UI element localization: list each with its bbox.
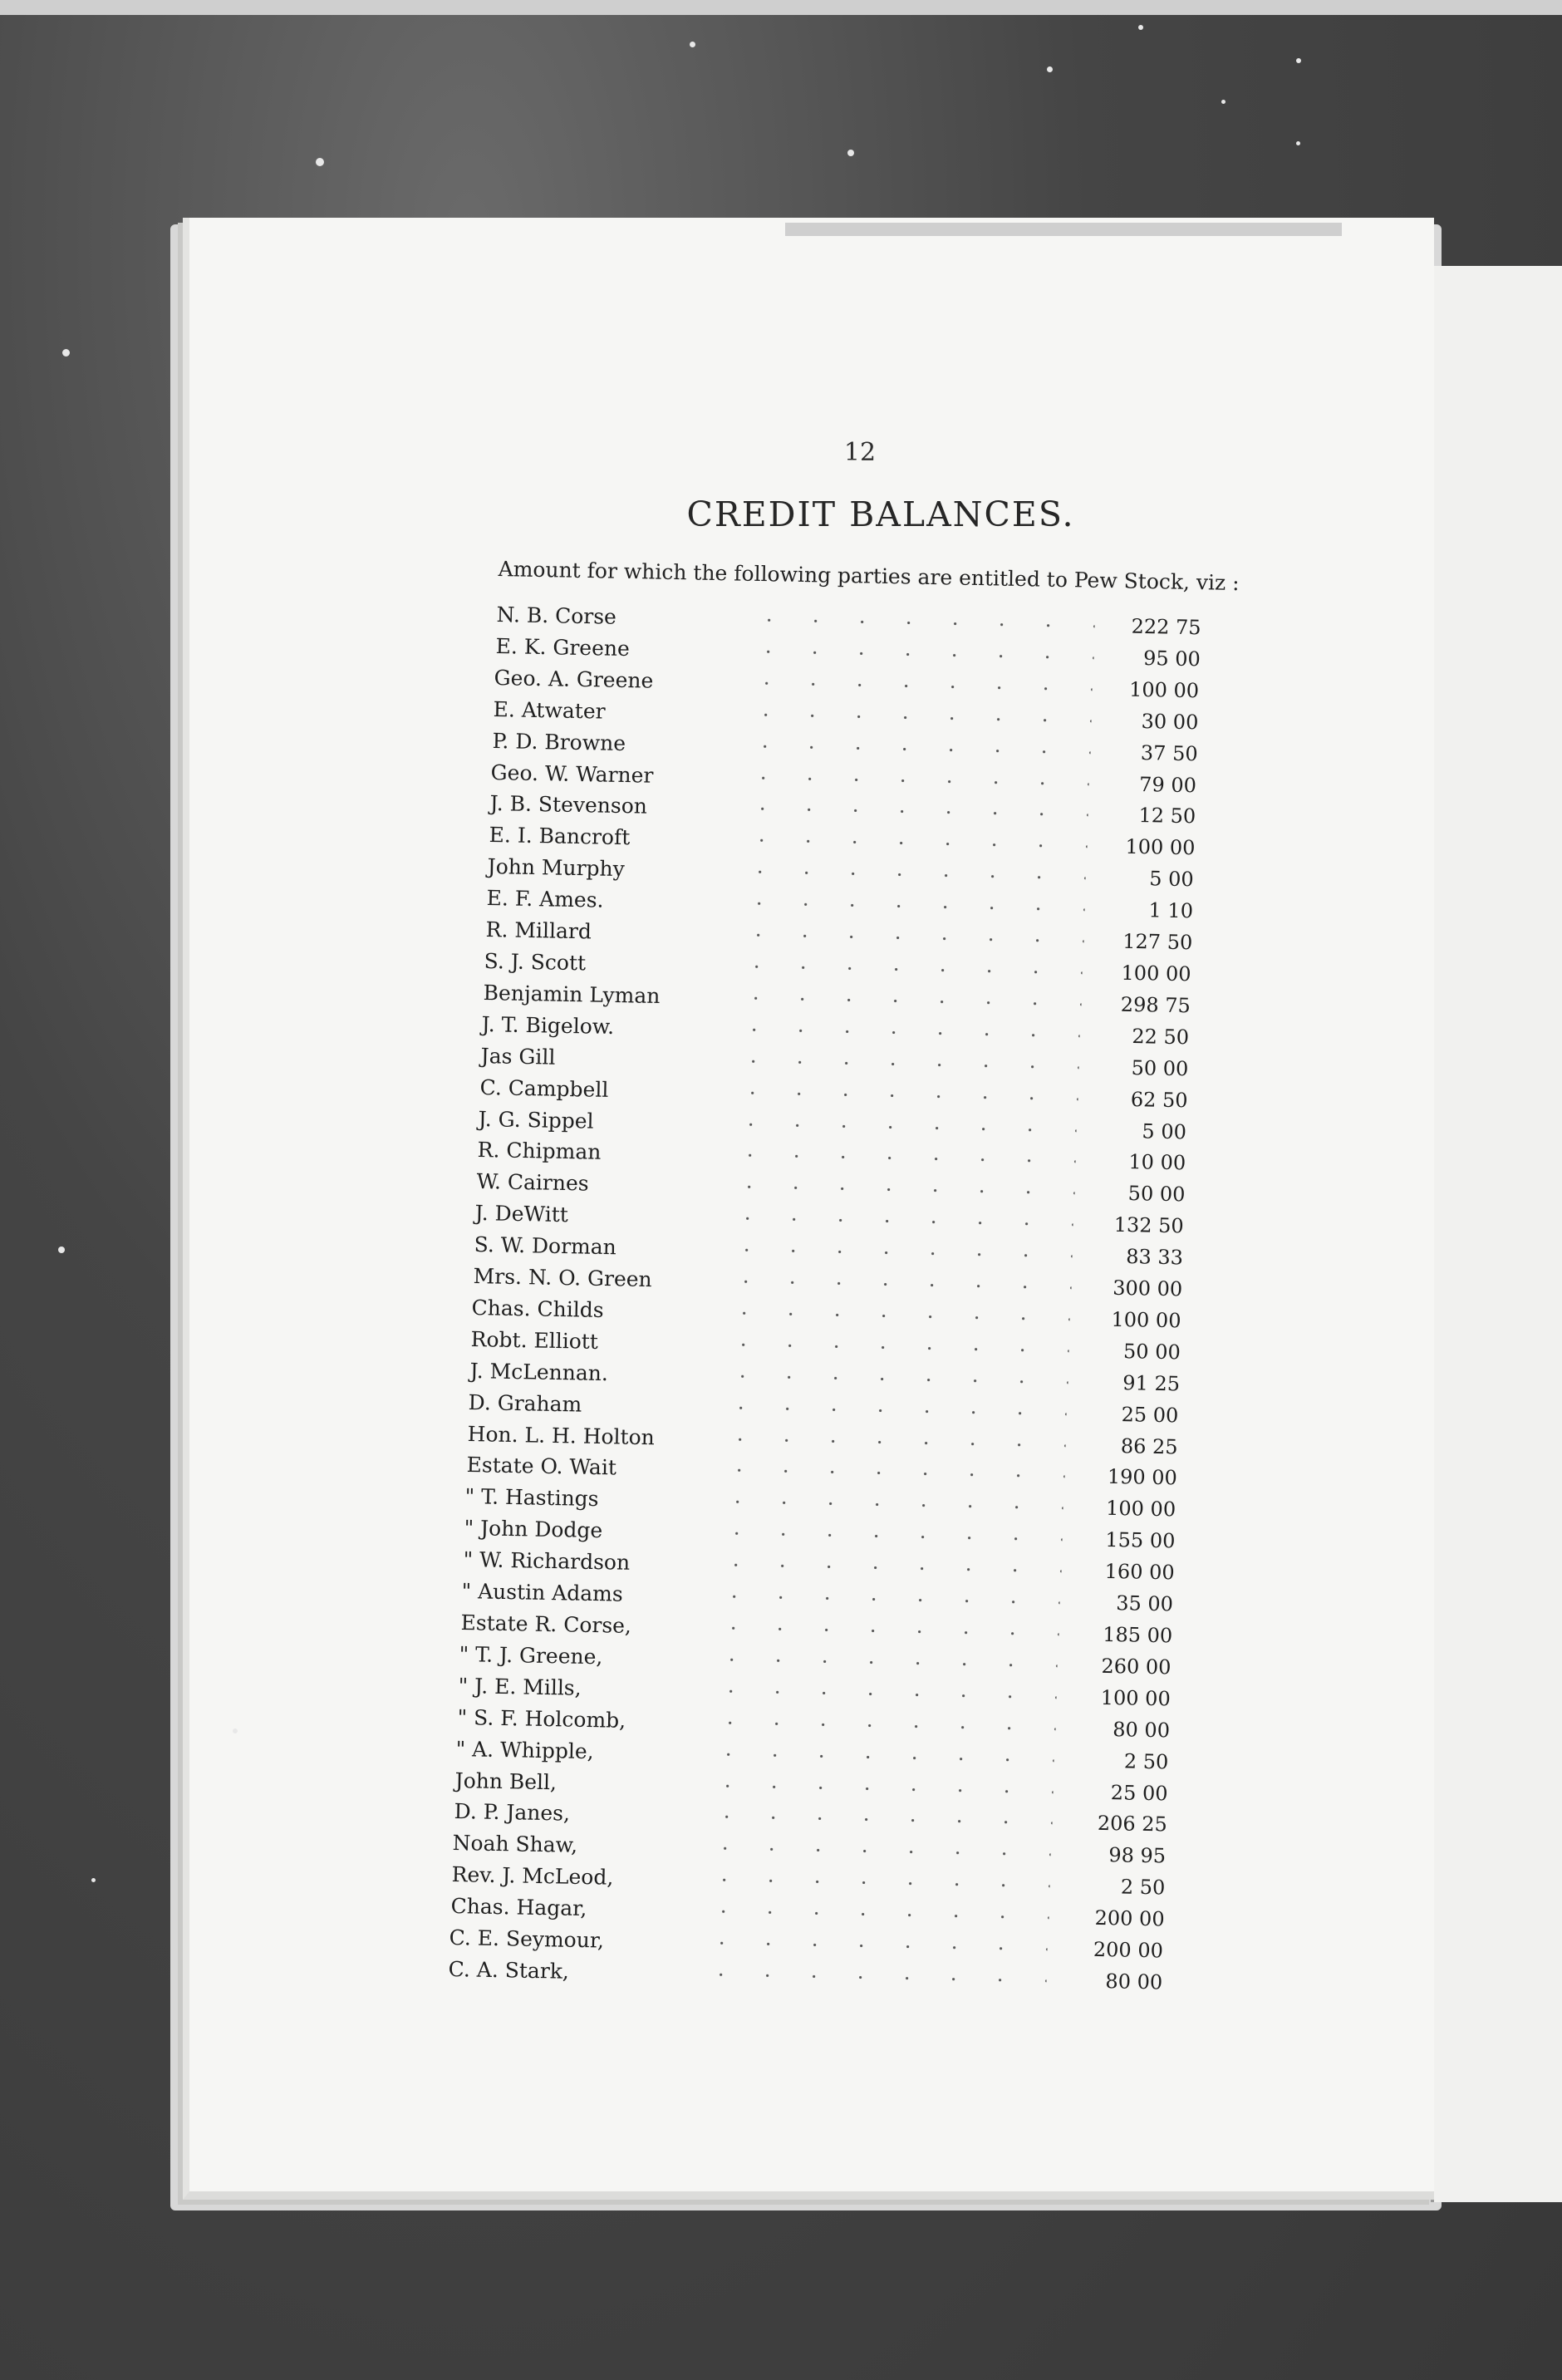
ledger-amount: 95 00 xyxy=(1142,646,1201,671)
dot-leader xyxy=(732,996,1081,1007)
dot-leader xyxy=(729,1089,1078,1101)
dust-speck xyxy=(233,1728,238,1733)
ledger-name: Geo. A. Greene xyxy=(494,665,654,693)
ledger-name: " Austin Adams xyxy=(461,1579,624,1606)
dust-speck xyxy=(58,1247,65,1253)
dust-speck xyxy=(91,1878,96,1882)
ledger-amount: 25 00 xyxy=(1110,1780,1168,1806)
ledger-name: " T. J. Greene, xyxy=(459,1641,604,1669)
dot-leader xyxy=(725,1216,1073,1227)
dot-leader xyxy=(709,1657,1058,1669)
dust-speck xyxy=(847,150,854,156)
dot-leader xyxy=(740,774,1089,786)
dot-leader xyxy=(735,901,1084,912)
ledger-name: J. B. Stevenson xyxy=(489,791,648,819)
ledger-name: C. E. Seymour, xyxy=(449,1925,605,1953)
ledger-amount: 2 50 xyxy=(1120,1875,1166,1900)
ledger-name: W. Cairnes xyxy=(476,1169,589,1196)
dot-leader xyxy=(712,1562,1061,1574)
ledger-name: Rev. J. McLeod, xyxy=(451,1862,614,1890)
intro-line: Amount for which the following parties are entitled to Pew Stock, viz : xyxy=(498,557,1240,596)
ledger-amount: 25 00 xyxy=(1121,1402,1179,1428)
ledger-name: R. Millard xyxy=(484,917,592,944)
ledger-amount: 37 50 xyxy=(1140,740,1198,765)
ledger-name: E. K. Greene xyxy=(495,633,630,661)
ledger-name: Estate R. Corse, xyxy=(460,1610,632,1638)
ledger-amount: 185 00 xyxy=(1102,1622,1173,1648)
ledger-amount: 132 50 xyxy=(1113,1212,1185,1238)
ledger-name: J. DeWitt xyxy=(474,1201,569,1227)
ledger-name: S. W. Dorman xyxy=(474,1232,617,1260)
ledger-amount: 80 00 xyxy=(1105,1969,1163,1994)
ledger-amount: 1 10 xyxy=(1148,898,1194,923)
dot-leader xyxy=(721,1310,1070,1322)
ledger-name: J. G. Sippel xyxy=(478,1106,595,1133)
ledger-amount: 62 50 xyxy=(1130,1087,1188,1112)
ledger-amount: 155 00 xyxy=(1105,1528,1176,1553)
ledger-name: P. D. Browne xyxy=(492,728,626,755)
ledger-amount: 80 00 xyxy=(1112,1717,1171,1743)
dust-speck xyxy=(316,158,324,166)
dot-leader xyxy=(710,1625,1059,1637)
ledger-name: D. P. Janes, xyxy=(454,1799,571,1827)
dot-leader xyxy=(746,617,1095,629)
dot-leader xyxy=(724,1247,1073,1259)
ledger-name: Noah Shaw, xyxy=(452,1831,578,1858)
ledger-amount: 50 00 xyxy=(1122,1339,1181,1365)
dust-speck xyxy=(62,349,70,357)
page-title: CREDIT BALANCES. xyxy=(686,494,1075,534)
ledger-amount: 100 00 xyxy=(1124,835,1196,860)
dot-leader xyxy=(717,1436,1066,1448)
ledger-amount: 200 00 xyxy=(1093,1937,1164,1963)
ledger-name: Chas. Hagar, xyxy=(450,1894,587,1921)
ledger-name: John Murphy xyxy=(487,854,626,882)
ledger-name: N. B. Corse xyxy=(496,602,617,629)
ledger-amount: 260 00 xyxy=(1101,1654,1172,1679)
ledger-name: " S. F. Holcomb, xyxy=(457,1704,626,1733)
dust-speck xyxy=(1296,141,1300,145)
dot-leader xyxy=(706,1719,1055,1731)
ledger-name: E. Atwater xyxy=(493,696,606,724)
dot-leader xyxy=(744,681,1093,692)
ledger-amount: 98 95 xyxy=(1108,1843,1167,1868)
dot-leader xyxy=(734,932,1083,944)
ledger-amount: 79 00 xyxy=(1139,772,1197,797)
ledger-name: D. Graham xyxy=(468,1389,582,1417)
dot-leader xyxy=(718,1404,1067,1416)
ledger-name: E. F. Ames. xyxy=(486,886,604,912)
ledger-amount: 300 00 xyxy=(1112,1276,1183,1301)
dust-speck xyxy=(1047,66,1053,72)
ledger-amount: 127 50 xyxy=(1122,929,1193,955)
ledger-name: Geo. W. Warner xyxy=(490,760,654,788)
ledger-amount: 50 00 xyxy=(1127,1182,1186,1207)
dot-leader xyxy=(705,1783,1054,1794)
dot-leader xyxy=(731,1027,1080,1039)
dot-leader xyxy=(703,1814,1052,1826)
ledger-name: Jas Gill xyxy=(480,1043,556,1070)
ledger-name: Hon. L. H. Holton xyxy=(467,1421,655,1449)
ledger-name: Mrs. N. O. Green xyxy=(473,1264,652,1292)
dot-leader xyxy=(744,649,1093,661)
ledger-amount: 91 25 xyxy=(1122,1370,1180,1396)
ledger-amount: 5 00 xyxy=(1149,867,1195,892)
dot-leader xyxy=(730,1058,1079,1070)
dot-leader xyxy=(711,1594,1060,1606)
ledger-name: J. T. Bigelow. xyxy=(481,1011,615,1039)
ledger-amount: 100 00 xyxy=(1111,1307,1182,1333)
ledger-name: E. I. Bancroft xyxy=(488,823,631,850)
dot-leader xyxy=(734,964,1083,976)
dot-leader xyxy=(743,711,1092,723)
ledger-name: Robt. Elliott xyxy=(470,1326,599,1354)
ledger-amount: 12 50 xyxy=(1138,804,1196,829)
ledger-name: S. J. Scott xyxy=(484,948,587,976)
ledger-name: Chas. Childs xyxy=(471,1295,605,1322)
ledger-amount: 5 00 xyxy=(1142,1119,1187,1143)
ledger-amount: 298 75 xyxy=(1120,992,1191,1018)
dot-leader xyxy=(738,838,1087,849)
dot-leader xyxy=(705,1751,1054,1763)
ledger-amount: 10 00 xyxy=(1128,1150,1186,1175)
ledger-amount: 86 25 xyxy=(1120,1433,1178,1458)
ledger-amount: 100 00 xyxy=(1129,677,1200,703)
ledger-name: C. A. Stark, xyxy=(448,1957,570,1984)
ledger-name: " A. Whipple, xyxy=(455,1736,595,1763)
ledger-amount: 2 50 xyxy=(1124,1749,1169,1774)
dot-leader xyxy=(722,1279,1071,1291)
dot-leader xyxy=(713,1531,1062,1542)
ledger-name: Benjamin Lyman xyxy=(483,980,661,1008)
ledger-name: Estate O. Wait xyxy=(466,1453,616,1480)
ledger-amount: 50 00 xyxy=(1131,1055,1189,1081)
dot-leader xyxy=(728,1121,1077,1133)
ledger-name: " W. Richardson xyxy=(462,1547,630,1576)
dot-leader xyxy=(737,869,1086,881)
ledger-amount: 160 00 xyxy=(1103,1560,1175,1585)
dot-leader xyxy=(701,1877,1050,1889)
ledger-amount: 206 25 xyxy=(1097,1812,1167,1837)
ledger-name: " J. E. Mills, xyxy=(458,1673,582,1700)
dot-leader xyxy=(699,1940,1048,1952)
dot-leader xyxy=(719,1374,1068,1385)
ledger-amount: 200 00 xyxy=(1094,1906,1165,1931)
dot-leader xyxy=(702,1846,1051,1857)
dot-leader xyxy=(700,1909,1049,1920)
dot-leader xyxy=(715,1499,1063,1511)
dot-leader xyxy=(741,743,1090,755)
dot-leader xyxy=(708,1689,1057,1700)
dot-leader xyxy=(698,1972,1047,1984)
ledger-amount: 190 00 xyxy=(1107,1465,1177,1490)
ledger-name: C. Campbell xyxy=(479,1074,609,1102)
dust-speck xyxy=(1221,100,1226,104)
ledger-amount: 83 33 xyxy=(1126,1245,1184,1270)
ledger-name: John Bell, xyxy=(454,1768,558,1794)
ledger-name: " John Dodge xyxy=(464,1516,603,1543)
ledger-amount: 22 50 xyxy=(1132,1024,1190,1050)
dot-leader xyxy=(720,1342,1069,1354)
dot-leader xyxy=(725,1184,1074,1196)
dot-leader xyxy=(715,1468,1064,1479)
ledger-name: J. McLennan. xyxy=(469,1358,608,1385)
ledger-amount: 100 00 xyxy=(1106,1497,1176,1522)
ledger-amount: 30 00 xyxy=(1141,709,1199,735)
ledger-amount: 35 00 xyxy=(1116,1591,1174,1616)
ledger-amount: 222 75 xyxy=(1131,614,1201,640)
ledger-name: R. Chipman xyxy=(477,1138,602,1165)
dust-speck xyxy=(1138,25,1143,30)
dot-leader xyxy=(727,1153,1076,1164)
dot-leader xyxy=(739,806,1088,818)
page-number: 12 xyxy=(843,438,877,467)
ledger-amount: 100 00 xyxy=(1121,961,1191,986)
ledger-amount: 100 00 xyxy=(1100,1685,1172,1711)
dust-speck xyxy=(690,42,695,47)
dust-speck xyxy=(1296,58,1301,63)
ledger-name: " T. Hastings xyxy=(464,1484,600,1512)
